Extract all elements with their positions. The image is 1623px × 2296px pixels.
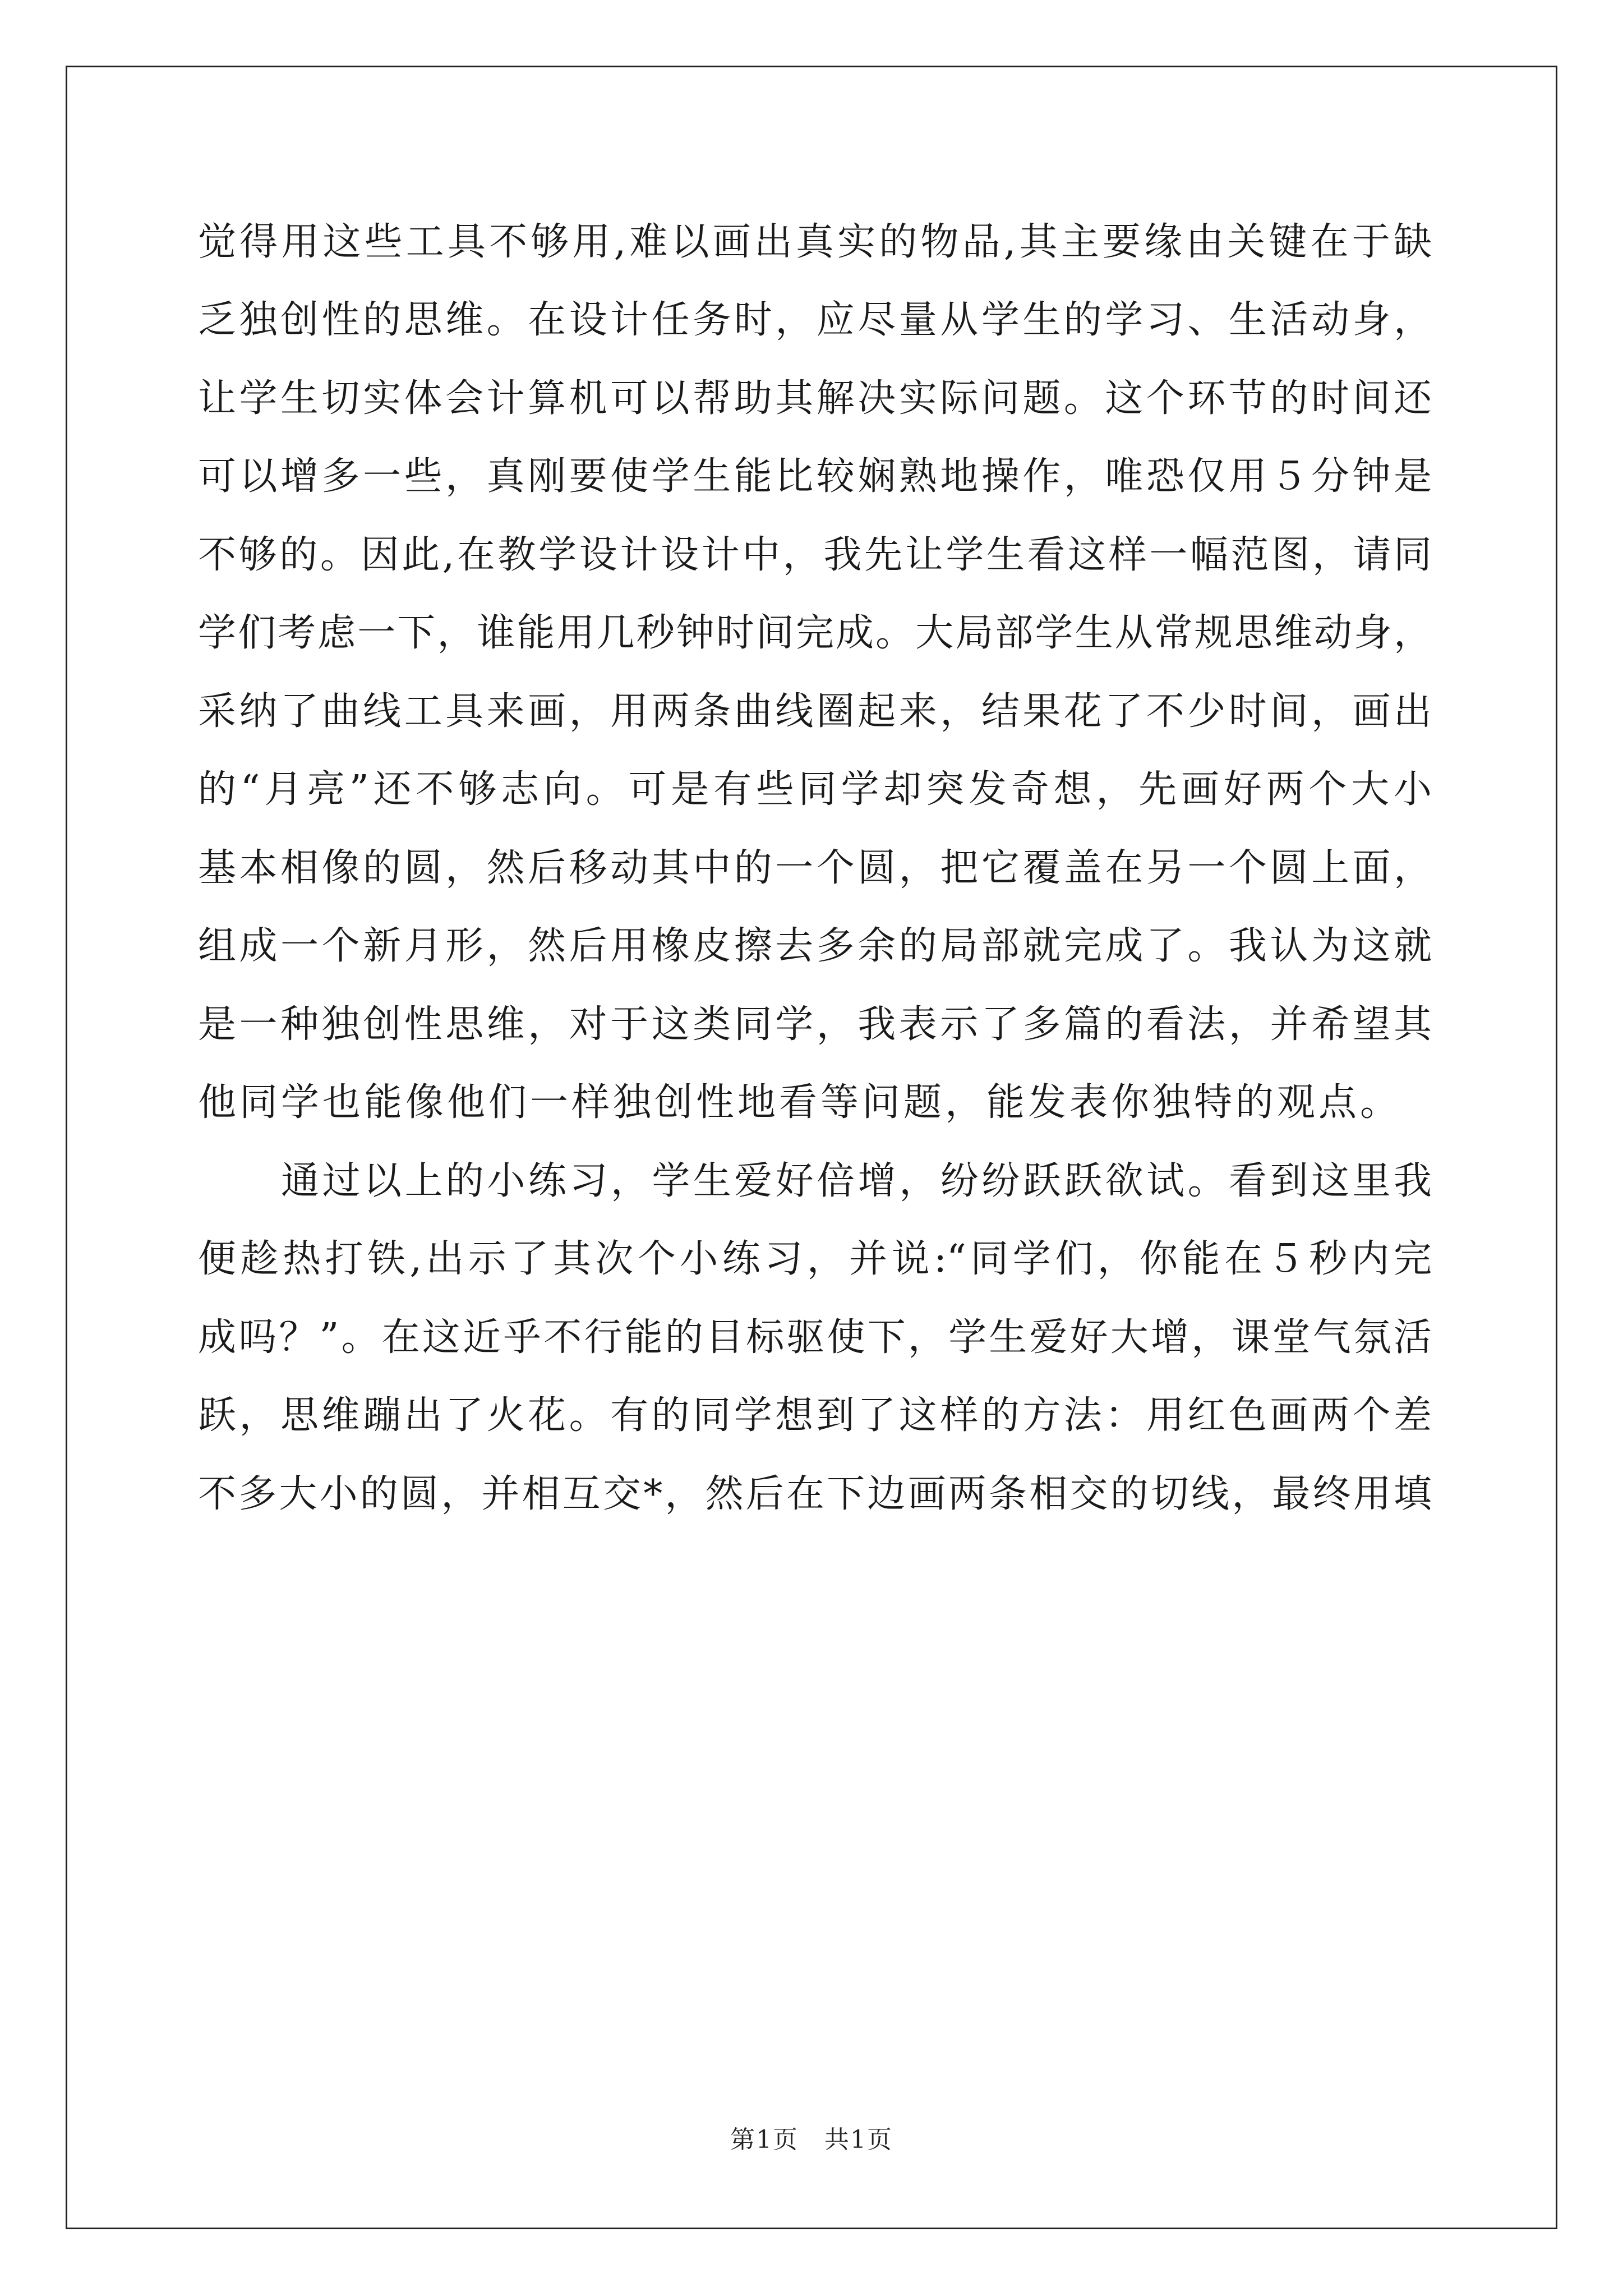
text-line: 乏独创性的思维。在设计任务时，应尽量从学生的学习、生活动身， (198, 298, 1432, 342)
text-line: 不多大小的圆，并相互交*，然后在下边画两条相交的切线，最终用填 (198, 1472, 1432, 1516)
text-line: 基本相像的圆，然后移动其中的一个圆，把它覆盖在另一个圆上面， (198, 846, 1432, 890)
text-line: 便趁热打铁,出示了其次个小练习，并说:“同学们，你能在５秒内完 (198, 1237, 1432, 1281)
text-line: 他同学也能像他们一样独创性地看等问题，能发表你独特的观点。 (198, 1080, 1402, 1125)
text-line: 觉得用这些工具不够用,难以画出真实的物品,其主要缘由关键在于缺 (198, 220, 1432, 264)
text-line: 的“月亮”还不够志向。可是有些同学却突发奇想，先画好两个大小 (198, 767, 1432, 812)
text-line: 可以增多一些，真刚要使学生能比较娴熟地操作，唯恐仅用５分钟是 (198, 454, 1432, 499)
text-line: 组成一个新月形，然后用橡皮擦去多余的局部就完成了。我认为这就 (198, 924, 1432, 968)
paragraph-start-line: 通过以上的小练习，学生爱好倍增，纷纷跃跃欲试。看到这里我 (281, 1159, 1432, 1203)
text-line: 让学生切实体会计算机可以帮助其解决实际问题。这个环节的时间还 (198, 376, 1432, 421)
text-line: 学们考虑一下，谁能用几秒钟时间完成。大局部学生从常规思维动身， (198, 611, 1432, 655)
text-line: 采纳了曲线工具来画，用两条曲线圈起来，结果花了不少时间，画出 (198, 689, 1432, 734)
text-line: 是一种独创性思维，对于这类同学，我表示了多篇的看法，并希望其 (198, 1002, 1432, 1047)
text-line: 成吗？”。在这近乎不行能的目标驱使下，学生爱好大增，课堂气氛活 (198, 1315, 1432, 1360)
page-number-footer: 第1页 共1页 (730, 2125, 893, 2154)
text-line: 跃，思维蹦出了火花。有的同学想到了这样的方法：用红色画两个差 (198, 1393, 1432, 1438)
text-line: 不够的。因此,在教学设计设计中，我先让学生看这样一幅范图，请同 (198, 533, 1432, 577)
